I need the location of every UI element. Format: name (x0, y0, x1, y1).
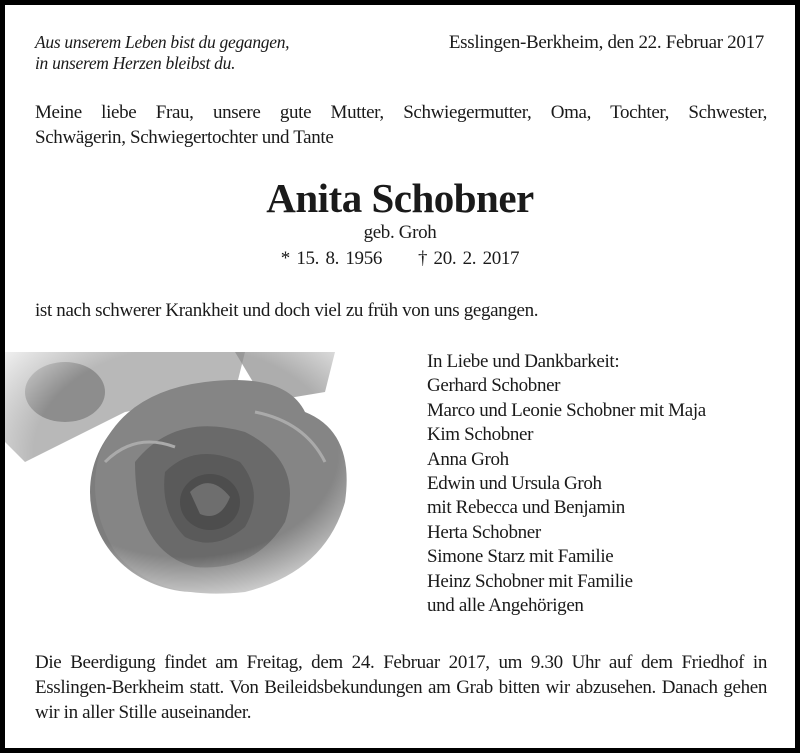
birth-date: * 15. 8. 1956 (280, 248, 382, 269)
birth-name: geb. Groh (363, 222, 437, 243)
mourner: Gerhard Schobner (427, 375, 561, 397)
mourners-heading: In Liebe und Dankbarkeit: (427, 351, 620, 372)
deceased-name: Anita Schobner (266, 175, 534, 221)
mourner: Marco und Leonie Schobner mit Maja (427, 399, 706, 421)
mourner: Simone Starz mit Familie (427, 546, 614, 568)
mourner: Heinz Schobner mit Familie (427, 570, 633, 592)
mourner: mit Rebecca und Benjamin (427, 497, 625, 519)
quote-line: Aus unserem Leben bist du gegangen, (35, 32, 290, 52)
death-date: † 20. 2. 2017 (418, 248, 520, 269)
intro-line: Meine liebe Frau, unsere gute Mutter, Schwiegermutter, Oma, Tochter, Schwester, (35, 102, 767, 123)
mourners-list (427, 350, 706, 618)
place-date: Esslingen-Berkheim, den 22. Februar 2017 (448, 32, 764, 53)
quote-line: in unserem Herzen bleibst du. (35, 53, 236, 73)
intro-line: Schwägerin, Schwiegertochter und Tante (35, 127, 334, 148)
mourner: Anna Groh (427, 448, 509, 470)
mourner: und alle Angehörigen (427, 595, 584, 617)
intro-text (35, 100, 767, 150)
mourner: Herta Schobner (427, 521, 541, 543)
rose-photo (5, 352, 367, 602)
funeral-info: Die Beerdigung findet am Freitag, dem 24. Februar 2017, um 9.30 Uhr auf dem Friedhof in Esslingen-Berkheim statt. Von Beileidsbekundungen am Grab bitten wir abzusehen. Danach gehen wir in aller Stille auseinander. (35, 652, 767, 723)
memorial-quote (35, 32, 289, 74)
life-dates (0, 246, 800, 271)
mourner: Kim Schobner (427, 424, 534, 446)
mourner: Edwin und Ursula Groh (427, 473, 602, 495)
cause-text: ist nach schwerer Krankheit und doch viel zu früh von uns gegangen. (35, 300, 539, 321)
